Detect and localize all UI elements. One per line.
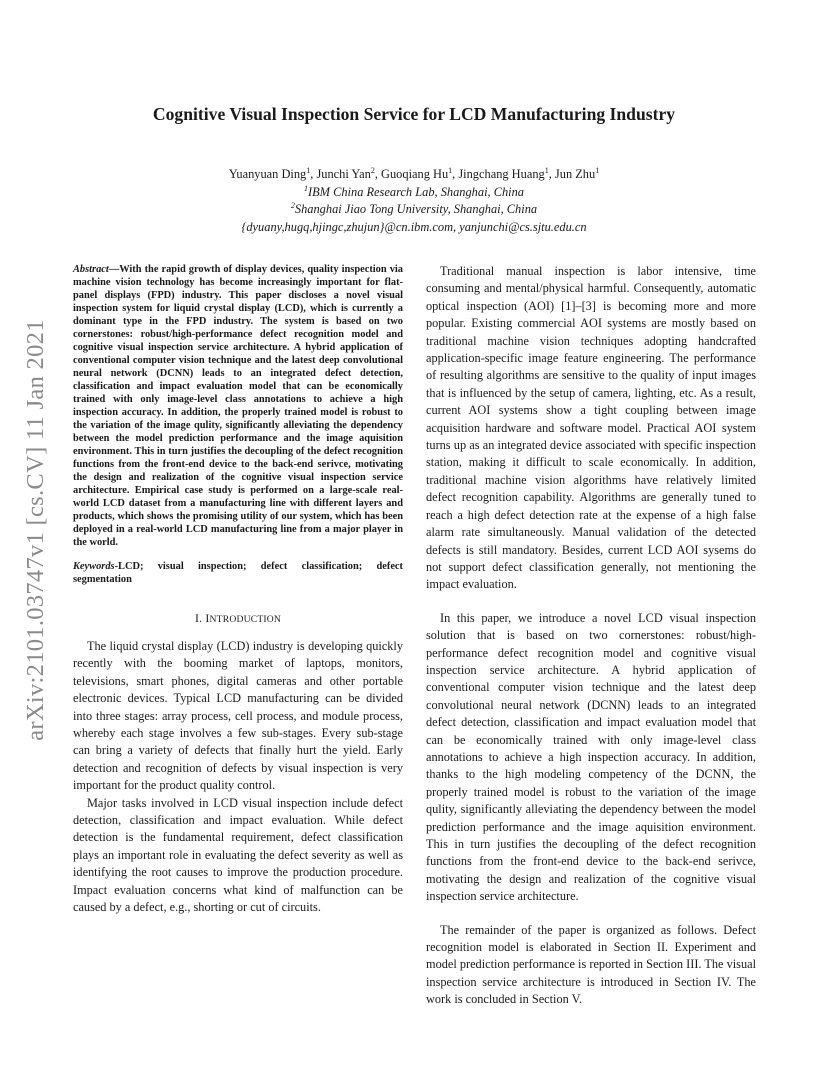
affiliation-mark: 2 bbox=[290, 200, 295, 210]
author-name: Junchi Yan bbox=[316, 167, 371, 181]
author-name: Yuanyuan Ding bbox=[228, 167, 307, 181]
author-block bbox=[0, 166, 828, 236]
author-name: Jun Zhu bbox=[554, 167, 596, 181]
author-affiliation-mark: 1 bbox=[306, 165, 311, 175]
affiliation-mark: 1 bbox=[303, 183, 308, 193]
section-numeral: I. bbox=[194, 611, 206, 625]
author-affiliation-mark: 1 bbox=[448, 165, 453, 175]
body-paragraph: Major tasks involved in LCD visual inspection include defect detection, classification and impact evaluation. While defect detection is the fundamental requirement, defect classification plays an important role in evaluating the defect severity as well as identifying the root causes to improve the production procedure. Impact evaluation concerns what kind of malfunction can be caused by a defect, e.g., shorting or cut of circuits. bbox=[73, 795, 403, 915]
author-names: Yuanyuan Ding$^1$, Junchi Yan$^2$, Guoqiang Hu$^1$, Jingchang Huang$^1$, Jun Zhu$^1$ bbox=[228, 165, 600, 181]
author-emails: {dyuany,hugq,hjingc,zhujun}@cn.ibm.com, yanjunchi@cs.sjtu.edu.cn bbox=[241, 219, 587, 234]
abstract bbox=[73, 263, 403, 549]
section-heading-initial: I bbox=[205, 611, 210, 625]
author-affiliation-mark: 1 bbox=[595, 165, 600, 175]
abstract-label: Abstract bbox=[73, 264, 109, 275]
section-heading-rest: NTRODUCTION bbox=[209, 614, 282, 625]
affiliation-line bbox=[0, 201, 828, 219]
author-affiliation-mark: 1 bbox=[544, 165, 549, 175]
keywords-label: Keywords bbox=[73, 561, 115, 572]
author-name: Jingchang Huang bbox=[458, 167, 545, 181]
author-affiliation-mark: 2 bbox=[370, 165, 375, 175]
keywords bbox=[73, 560, 403, 586]
affiliation-text: Shanghai Jiao Tong University, Shanghai, China bbox=[294, 202, 538, 216]
author-name: Guoqiang Hu bbox=[381, 167, 449, 181]
body-paragraph: The liquid crystal display (LCD) industry is developing quickly recently with the booming market of laptops, monitors, televisions, smart phones, digital cameras and other portable electronic devices. Typical LCD manufacturing can be divided into three stages: array process, cell process, and module process, whereby each stage involves a few sub-stages. Every sub-stage can bring a variety of defects that finally hurt the yield. Early detection and recognition of defects by visual inspection is very important for the product quality control. bbox=[73, 639, 403, 793]
paper-title: Cognitive Visual Inspection Service for LCD Manufacturing Industry bbox=[152, 104, 676, 124]
affiliation-line bbox=[0, 184, 828, 202]
abstract-text: —With the rapid growth of display devices, quality inspection via machine vision technology has become increasingly important for flat-panel displays (FPD) industry. This paper discloses a novel visual inspection system for liquid crystal display (LCD), which is currently a dominant type in the FPD industry. The system is based on two cornerstones: robust/high-performance defect recognition model and cognitive visual inspection service architecture. A hybrid application of conventional computer vision technique and the latest deep convolutional neural network (DCNN) leads to an integrated defect detection, classification and impact evaluation model that can be economically trained with only image-level class annotations to achieve a high inspection accuracy. In addition, the properly trained model is robust to the variation of the image qulity, significantly alleviating the dependency between the model prediction performance and the image aquisition environment. This in turn justifies the decoupling of the defect recognition functions from the front-end device to the back-end serivce, motivating the design and realization of the cognitive visual inspection service architecture. Empirical case study is performed on a large-scale real-world LCD dataset from a manufacturing line with different layers and products, which shows the promising utility of our system, which has been deployed in a real-world LCD manufacturing line from a major player in the world. bbox=[73, 264, 403, 548]
body-paragraph: In this paper, we introduce a novel LCD visual inspection solution that is based on two cornerstones: robust/high-performance defect recognition model and cognitive visual inspection service architecture. A hybrid application of conventional computer vision technique and the latest deep convolutional neural network (DCNN) leads to an integrated defect detection, classification and impact evaluation model that can be economically trained with only image-level class annotations to achieve a high inspection accuracy. In addition, thanks to the high modeling competency of the DCNN, the properly trained model is robust to the variation of the image qulity, significantly alleviating the dependency between the model prediction performance and the image aquisition environment. This in turn justifies the decoupling of the defect recognition functions from the front-end device to the back-end serivce, motivating the design and realization of the cognitive visual inspection service architecture. bbox=[426, 610, 756, 904]
section-heading-introduction bbox=[73, 611, 403, 626]
arxiv-identifier-stamp: arXiv:2101.03747v1 [cs.CV] 11 Jan 2021 bbox=[22, 319, 49, 741]
keywords-text: -LCD; visual inspection; defect classification; defect segmentation bbox=[73, 561, 403, 585]
affiliation-text: IBM China Research Lab, Shanghai, China bbox=[307, 184, 525, 199]
body-paragraph: The remainder of the paper is organized as follows. Defect recognition model is elaborated in Section II. Experiment and model prediction performance is reported in Section III. The visual inspection service architecture is introduced in Section IV. The work is concluded in Section V. bbox=[426, 922, 756, 1007]
left-column bbox=[73, 263, 403, 917]
right-column bbox=[426, 263, 756, 1025]
body-paragraph: Traditional manual inspection is labor intensive, time consuming and mental/physical harmful. Consequently, automatic optical inspection (AOI) [1]–[3] is becoming more and more popular. Existing commercial AOI systems are mostly based on traditional machine vision techniques adopting handcrafted application-specific image feature engineering. The performance of resulting algorithms are sensitive to the quality of input images that is influenced by the setup of camera, lighting, etc. As a result, current AOI systems show a tight coupling between image acquisition hardware and software model. Practical AOI system turns up as an integrated device associated with specific inspection station, making it difficult to scale economically. In addition, traditional machine vision algorithms have relatively limited defect recognition capability. Algorithms are generally tuned to reach a high defect detection rate at the expense of a high false alarm rate simultaneously. Manual validation of the detected defects is still mandatory. Besides, current LCD AOI sysems do not support defect classification generally, not mentioning the impact evaluation. bbox=[426, 264, 756, 592]
